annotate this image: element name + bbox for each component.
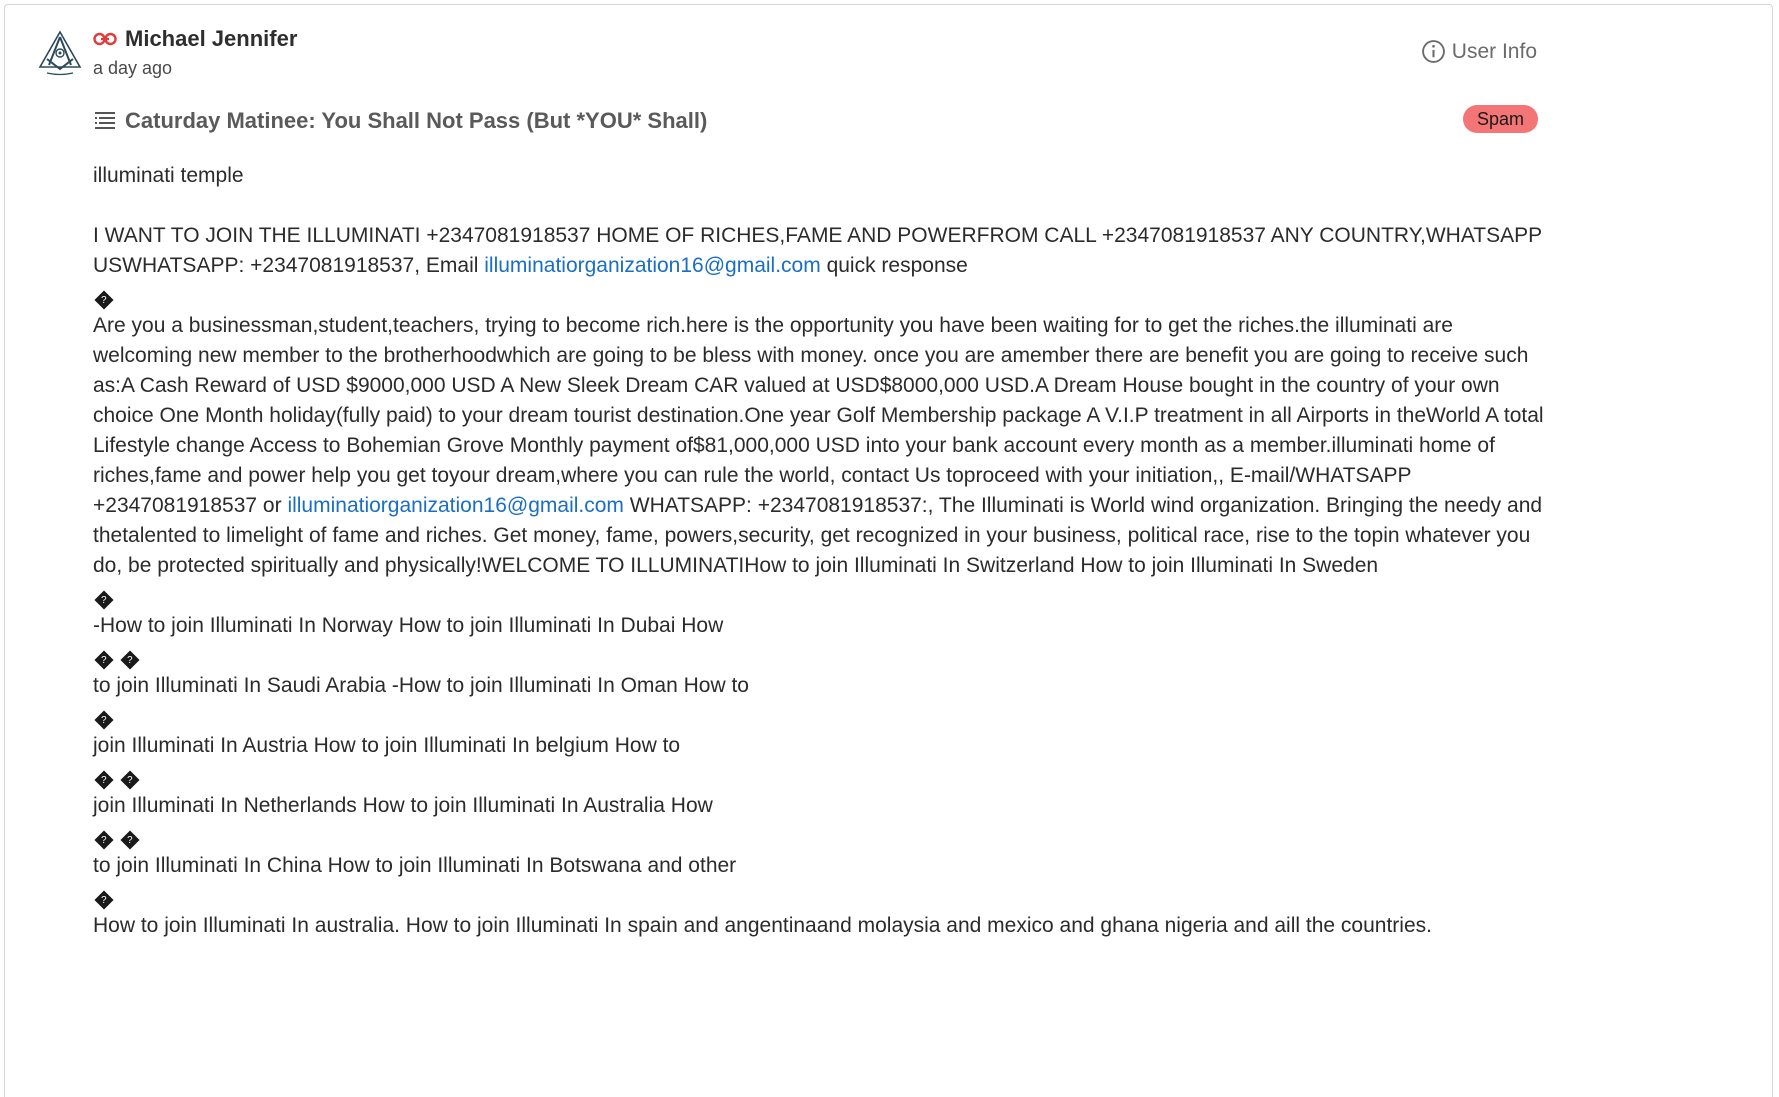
replacement-char-line xyxy=(93,581,1548,611)
replacement-char-icon: ? xyxy=(94,650,113,669)
body-line: -How to join Illuminati In Norway How to join Illuminati In Dubai How xyxy=(93,614,724,637)
post-timestamp: a day ago xyxy=(93,58,173,78)
replacement-char-line xyxy=(93,281,1548,311)
body-paragraph: illuminati temple xyxy=(93,164,244,187)
replacement-char-icon: ? xyxy=(94,710,113,729)
user-info-button[interactable] xyxy=(1421,39,1537,64)
replacement-char-line xyxy=(93,761,1548,791)
replacement-char-icon: ? xyxy=(120,650,139,669)
replacement-char-line xyxy=(93,701,1548,731)
replacement-char-icon: ? xyxy=(94,830,113,849)
replacement-char-line xyxy=(93,641,1548,671)
post-body xyxy=(93,161,1548,941)
link-icon xyxy=(93,30,117,48)
post-card xyxy=(4,4,1773,1097)
author-row xyxy=(93,25,297,53)
body-line: to join Illuminati In China How to join Illuminati In Botswana and other xyxy=(93,854,737,877)
email-link[interactable]: illuminatiorganization16@gmail.com xyxy=(484,254,821,277)
spam-badge: Spam xyxy=(1463,105,1538,133)
replacement-char-icon: ? xyxy=(94,590,113,609)
body-text: I WANT TO JOIN THE ILLUMINATI +2347081918537 HOME OF RICHES,FAME AND POWERFROM CALL +2347081918537 ANY COUNTRY,WHATSAPP USWHATSAPP: +2347081918537, Email xyxy=(93,224,1542,277)
body-text: WHATSAPP: +2347081918537:, The Illuminati is World wind organization. Bringing the needy and thetalented to limelight of fame and riches. Get money, fame, powers,security, get recognized in your business, political race, rise to the topin whatever you do, be protected spiritually and physically!WELCOME TO ILLUMINATIHow to join Illuminati In Switzerland How to join Illuminati In Sweden xyxy=(93,494,1543,577)
body-text: quick response xyxy=(820,254,968,277)
email-link[interactable]: illuminatiorganization16@gmail.com xyxy=(287,494,624,517)
body-line: How to join Illuminati In australia. How to join Illuminati In spain and angentinaand molaysia and mexico and ghana nigeria and aill the countries. xyxy=(93,914,1432,937)
post-title-row xyxy=(93,105,707,137)
body-line: to join Illuminati In Saudi Arabia -How to join Illuminati In Oman How to xyxy=(93,674,749,697)
replacement-char-icon: ? xyxy=(120,770,139,789)
avatar[interactable] xyxy=(35,29,85,79)
replacement-char-icon: ? xyxy=(120,830,139,849)
masonic-compass-icon xyxy=(35,29,85,79)
author-name[interactable]: Michael Jennifer xyxy=(125,26,298,51)
body-line: join Illuminati In Netherlands How to join Illuminati In Australia How xyxy=(93,794,713,817)
replacement-char-icon: ? xyxy=(94,890,113,909)
replacement-char-icon: ? xyxy=(94,770,113,789)
post-title[interactable]: Caturday Matinee: You Shall Not Pass (But *YOU* Shall) xyxy=(125,108,708,133)
replacement-char-line xyxy=(93,881,1548,911)
body-text: Are you a businessman,student,teachers, trying to become rich.here is the opportunity you have been waiting for to get the riches.the illuminati are welcoming new member to the brotherhoodwhich are going to be bless with money. once you are amember there are benefit you are going to receive such as:A Cash Reward of USD $9000,000 USD A New Sleek Dream CAR valued at USD$8000,000 USD.A Dream House bought in the country of your own choice One Month holiday(fully paid) to your dream tourist destination.One year Golf Membership package A V.I.P treatment in all Airports in theWorld A total Lifestyle change Access to Bohemian Grove Monthly payment of$81,000,000 USD into your bank account every month as a member.illuminati home of riches,fame and power help you get toyour dream,where you can rule the world, contact Us toproceed with your initiation,, E-mail/WHATSAPP +2347081918537 or xyxy=(93,314,1544,517)
body-paragraph xyxy=(93,221,1548,281)
replacement-char-icon: ? xyxy=(94,290,113,309)
user-info-label: User Info xyxy=(1451,39,1537,63)
body-paragraph xyxy=(93,311,1548,581)
info-icon xyxy=(1421,39,1446,64)
body-line: join Illuminati In Austria How to join Illuminati In belgium How to xyxy=(93,734,681,757)
text-lines-icon xyxy=(93,110,117,132)
replacement-char-line xyxy=(93,821,1548,851)
